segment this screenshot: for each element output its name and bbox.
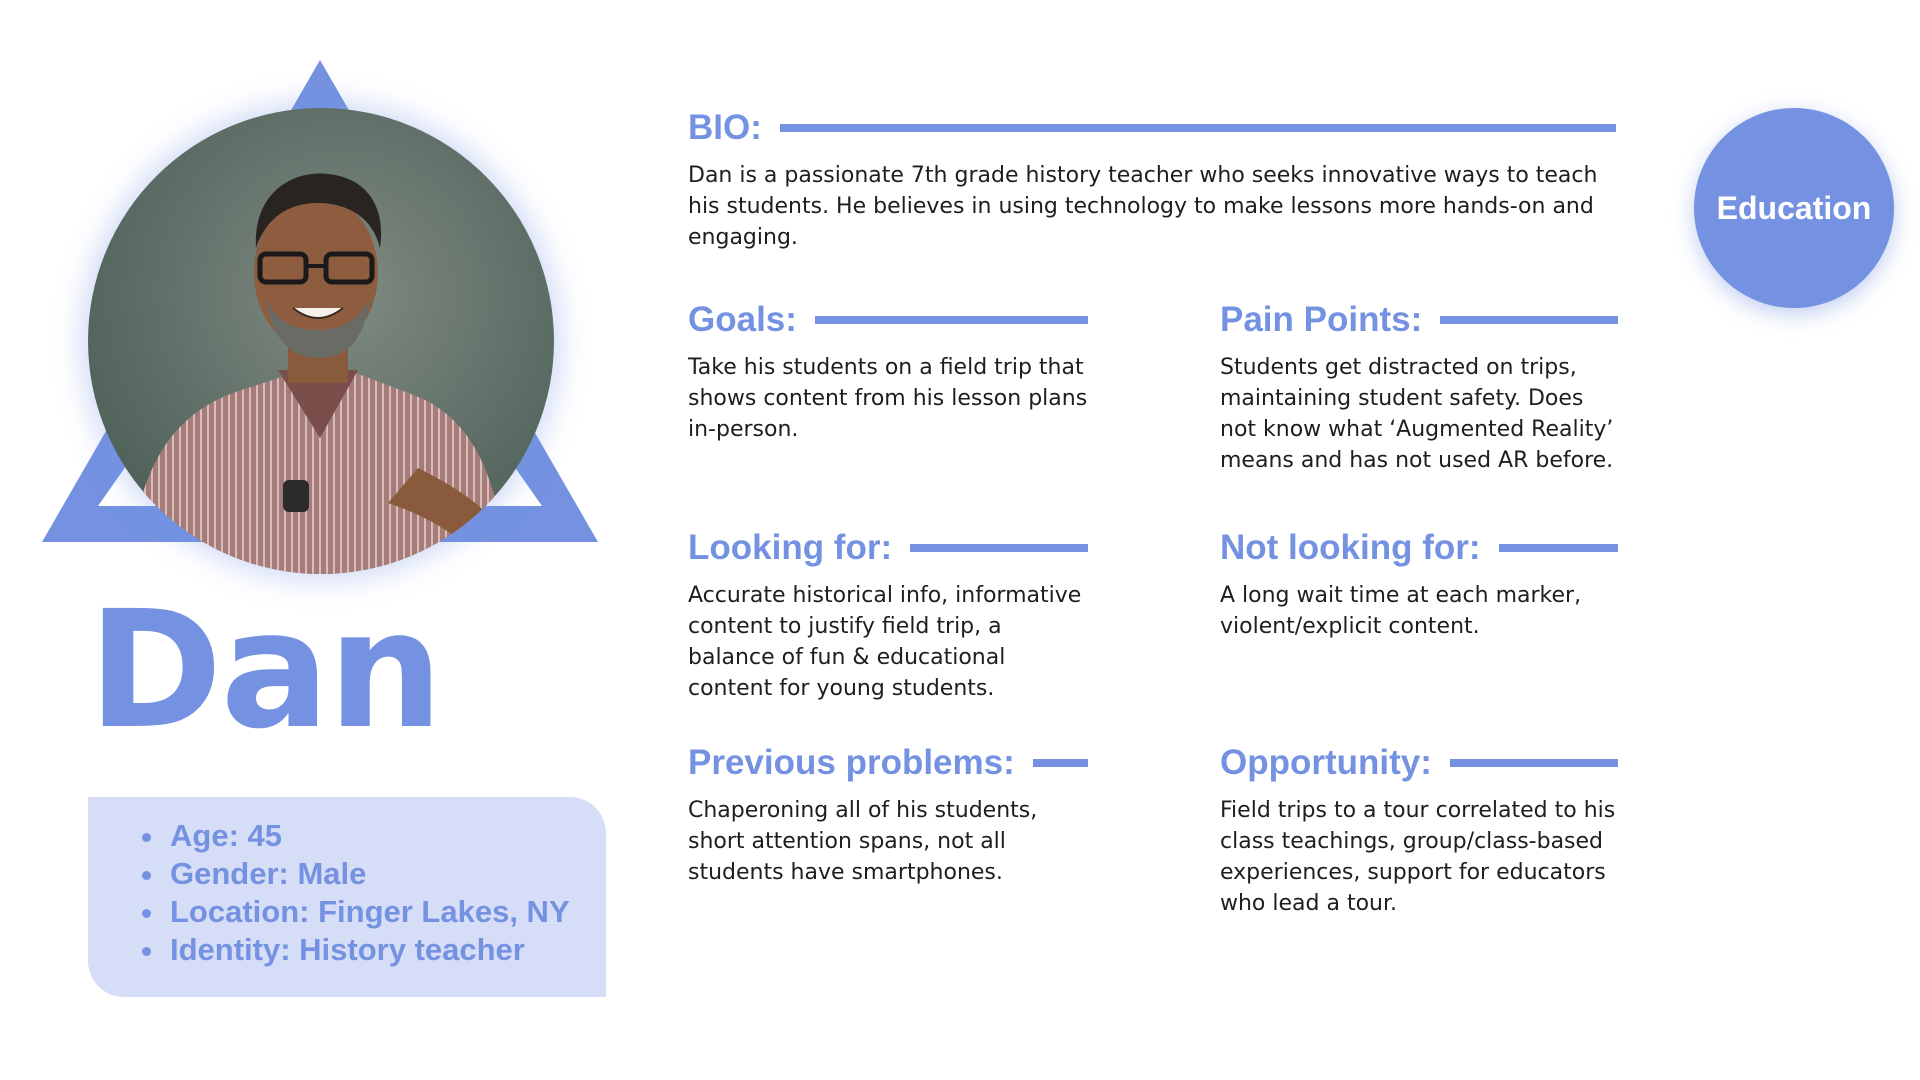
not-looking-for-rule	[1499, 544, 1618, 552]
persona-facts	[88, 797, 606, 997]
goals-title: Goals:	[688, 300, 797, 339]
bio-section	[688, 106, 1618, 253]
bio-title: BIO:	[688, 108, 762, 147]
previous-problems-rule	[1033, 759, 1088, 767]
opportunity-title: Opportunity:	[1220, 743, 1432, 782]
fact-gender: Gender: Male	[138, 855, 606, 893]
bio-rule	[780, 124, 1616, 132]
previous-problems-title: Previous problems:	[688, 743, 1015, 782]
fact-location: Location: Finger Lakes, NY	[138, 893, 606, 931]
opportunity-text: Field trips to a tour correlated to his class teachings, group/class-based experiences, support for educators who lead a tour.	[1220, 798, 1616, 916]
looking-for-title: Looking for:	[688, 528, 893, 567]
pain-points-rule	[1440, 316, 1618, 324]
persona-photo	[88, 108, 554, 574]
fact-age: Age: 45	[138, 817, 606, 855]
previous-problems-section	[688, 741, 1088, 888]
not-looking-for-section	[1220, 526, 1618, 642]
bio-text: Dan is a passionate 7th grade history teacher who seeks innovative ways to teach his students. He believes in using technology to make lessons more hands-on and engaging.	[688, 163, 1598, 250]
goals-rule	[815, 316, 1088, 324]
looking-for-section	[688, 526, 1088, 704]
pain-points-section	[1220, 298, 1618, 476]
persona-name: Dan	[88, 577, 442, 765]
fact-identity: Identity: History teacher	[138, 931, 606, 969]
opportunity-rule	[1450, 759, 1618, 767]
pain-points-title: Pain Points:	[1220, 300, 1423, 339]
looking-for-rule	[910, 544, 1088, 552]
not-looking-for-title: Not looking for:	[1220, 528, 1481, 567]
previous-problems-text: Chaperoning all of his students, short attention spans, not all students have smartphones.	[688, 798, 1038, 885]
pain-points-text: Students get distracted on trips, maintaining student safety. Does not know what ‘Augmented Reality’ means and has not used AR before.	[1220, 355, 1614, 473]
opportunity-section	[1220, 741, 1618, 919]
goals-section	[688, 298, 1088, 445]
looking-for-text: Accurate historical info, informative content to justify field trip, a balance of fun & educational content for young students.	[688, 583, 1082, 701]
category-badge: Education	[1694, 108, 1894, 308]
goals-text: Take his students on a field trip that shows content from his lesson plans in-person.	[688, 355, 1088, 442]
not-looking-for-text: A long wait time at each marker, violent/explicit content.	[1220, 583, 1582, 639]
